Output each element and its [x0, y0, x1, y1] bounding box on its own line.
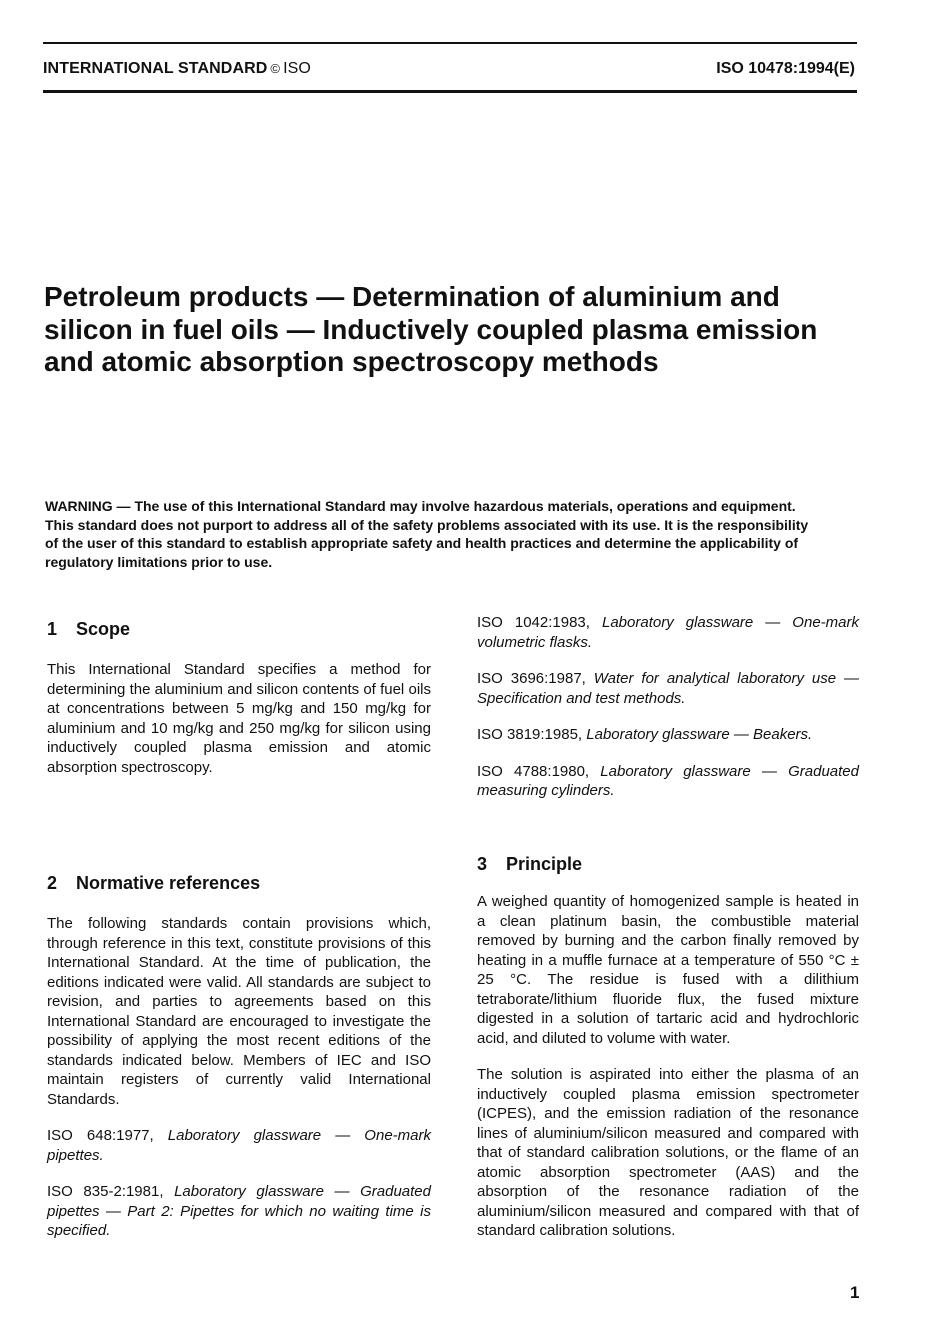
header-top-rule: [43, 42, 857, 44]
references-continued: [477, 613, 859, 801]
header-org: ISO: [283, 60, 311, 77]
scope-heading: 1 Scope: [47, 619, 131, 639]
header-bottom-rule: [43, 90, 857, 93]
principle-heading: 3 Principle: [477, 854, 583, 874]
scope-section: [47, 618, 431, 777]
reference-item: ISO 648:1977, Laboratory glassware — One-mark pipettes.: [47, 1127, 431, 1164]
header-document-number: ISO 10478:1994(E): [716, 60, 855, 77]
normative-references-heading: 2 Normative references: [47, 873, 261, 893]
principle-section: [477, 853, 859, 1241]
copyright-symbol: ©: [270, 61, 281, 76]
document-title: Petroleum products — Determination of aluminium and silicon in fuel oils — Inductively coupled plasma emission and atomic absorption spectroscopy methods: [44, 281, 818, 377]
warning-notice: WARNING — The use of this International Standard may involve hazardous materials, operations and equipment. This standard does not purport to address all of the safety problems associated with its use. It is the responsibility of the user of this standard to establish appropriate safety and health practices and determine the applicability of regulatory limitations prior to use.: [45, 498, 809, 570]
reference-item: ISO 1042:1983, Laboratory glassware — One-mark volumetric flasks.: [477, 614, 859, 651]
page-number: 1: [850, 1283, 860, 1302]
header-standard-label: INTERNATIONAL STANDARD © ISO: [43, 60, 311, 77]
reference-item: ISO 835-2:1981, Laboratory glassware — Graduated pipettes — Part 2: Pipettes for which no waiting time is specified.: [47, 1183, 431, 1239]
principle-paragraph: A weighed quantity of homogenized sample is heated in a clean platinum basin, the combustible material removed by burning and the carbon finally removed by heating in a muffle furnace at a temperature of 550 °C ± 25 °C. The residue is fused with a dilithium tetraborate/lithium fluoride flux, the fused mixture digested in a solution of tartaric acid and hydrochloric acid, and diluted to volume with water.: [477, 893, 859, 1047]
normative-references-section: [47, 872, 431, 1241]
reference-item: ISO 3819:1985, Laboratory glassware — Beakers.: [477, 726, 813, 743]
reference-item: ISO 4788:1980, Laboratory glassware — Graduated measuring cylinders.: [477, 762, 859, 799]
reference-item: ISO 3696:1987, Water for analytical laboratory use — Specification and test methods.: [477, 670, 860, 707]
normative-references-text: The following standards contain provisions which, through reference in this text, constitute provisions of this International Standard. At the time of publication, the editions indicated were valid. All standards are subject to revision, and parties to agreements based on this International Standard are encouraged to investigate the possibility of applying the most recent editions of the standards indicated below. Members of IEC and ISO maintain registers of currently valid International Standards.: [47, 915, 431, 1108]
principle-paragraph: The solution is aspirated into either the plasma of an inductively coupled plasma emission spectrometer (ICPES), and the emission radiation of the resonance lines of aluminium/silicon measured and compared with that of standard calibration solutions, or the flame of an atomic absorption spectrometer (AAS) and the absorption of the resonance radiation of the aluminium/silicon measured and compared with that of standard calibration solutions.: [477, 1066, 859, 1239]
scope-text: This International Standard specifies a method for determining the aluminium and silicon contents of fuel oils at concentrations between 5 mg/kg and 150 mg/kg for aluminium and 10 mg/kg and 250 mg/kg for silicon using inductively coupled plasma emission and atomic absorption spectroscopy.: [47, 661, 431, 776]
